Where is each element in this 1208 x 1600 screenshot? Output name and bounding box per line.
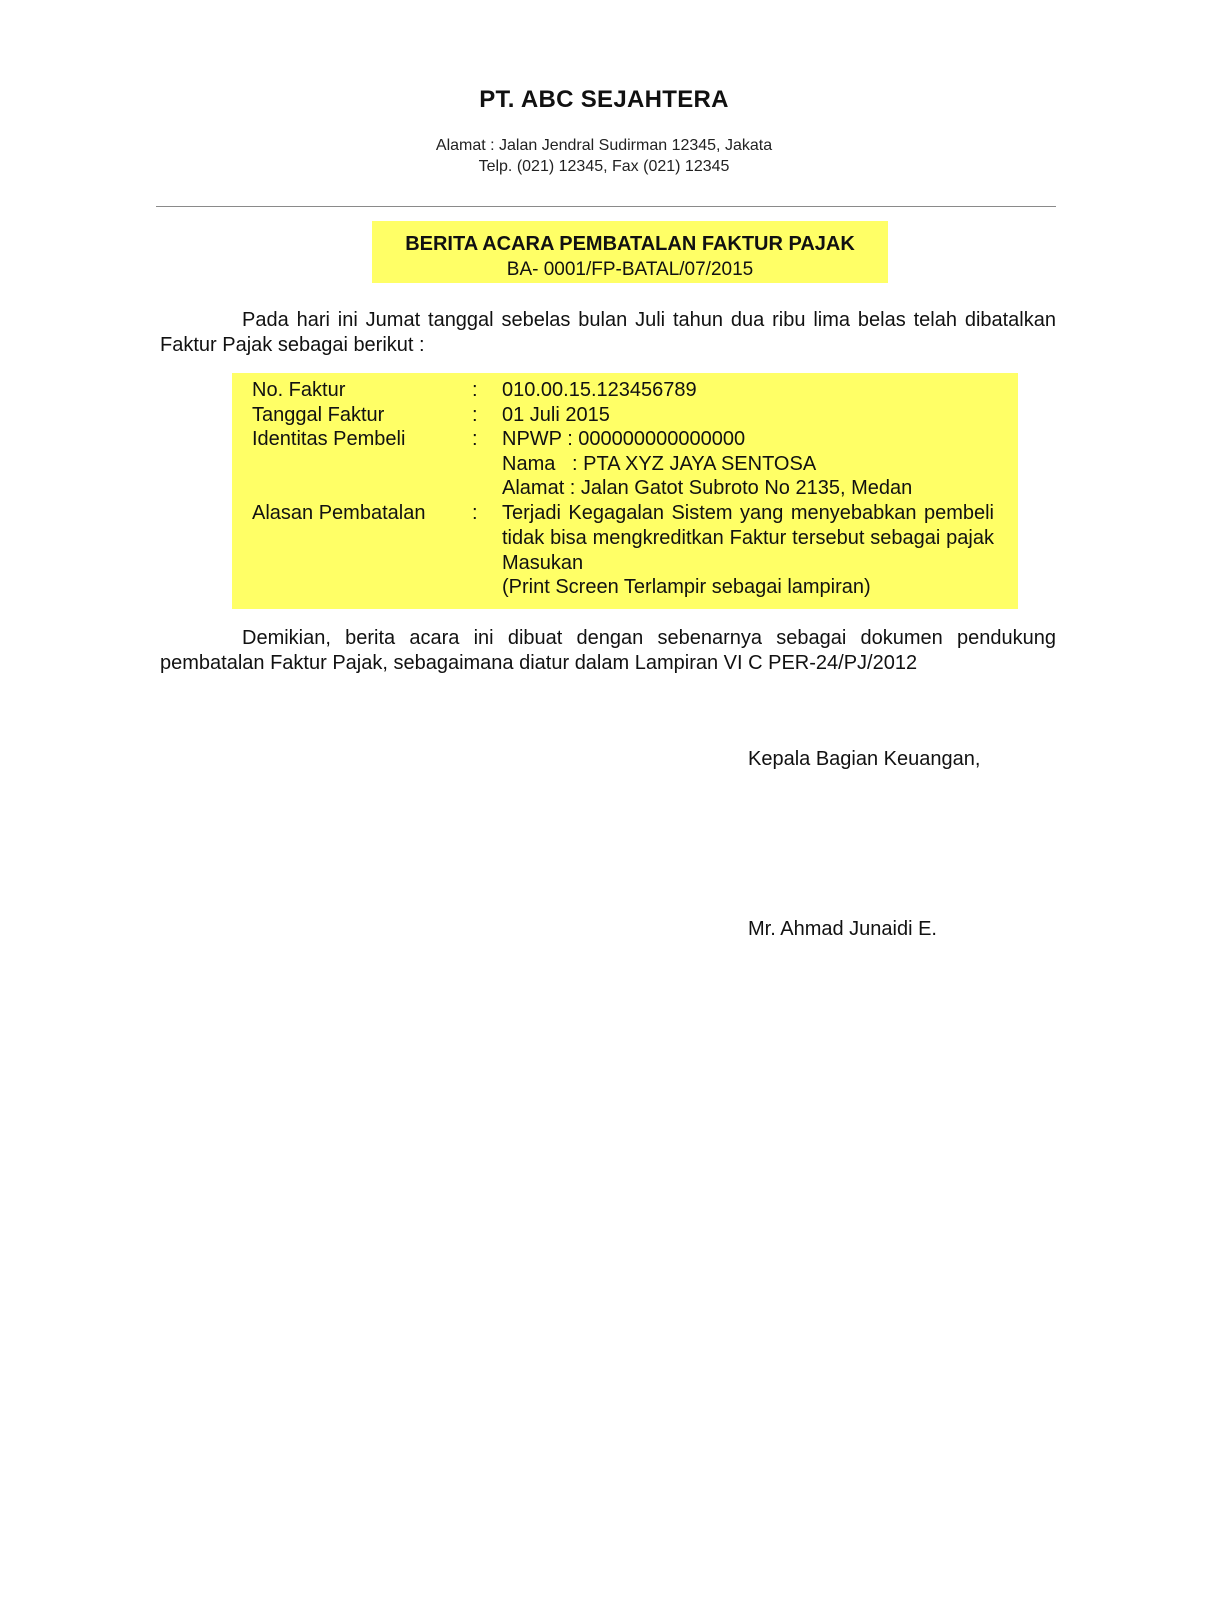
nama-pembeli-value: Nama : PTA XYZ JAYA SENTOSA <box>502 453 817 475</box>
header-divider <box>156 206 1056 207</box>
identitas-pembeli-colon: : <box>472 428 478 450</box>
intro-paragraph: Pada hari ini Jumat tanggal sebelas bulan Juli tahun dua ribu lima belas telah dibatalkan Faktur Pajak sebagai berikut : <box>160 309 1056 356</box>
alasan-pembatalan-note: (Print Screen Terlampir sebagai lampiran) <box>502 576 871 598</box>
document-title: BERITA ACARA PEMBATALAN FAKTUR PAJAK <box>405 233 855 255</box>
alasan-pembatalan-colon: : <box>472 502 478 524</box>
no-faktur-label: No. Faktur <box>252 379 346 401</box>
closing-paragraph: Demikian, berita acara ini dibuat dengan sebenarnya sebagai dokumen pendukung pembatalan Faktur Pajak, sebagaimana diatur dalam Lampiran VI C PER-24/PJ/2012 <box>160 627 1056 674</box>
no-faktur-colon: : <box>472 379 478 401</box>
no-faktur-value: 010.00.15.123456789 <box>502 379 697 401</box>
identitas-pembeli-label: Identitas Pembeli <box>252 428 406 450</box>
tanggal-faktur-label: Tanggal Faktur <box>252 404 385 426</box>
company-phone-fax: Telp. (021) 12345, Fax (021) 12345 <box>478 158 730 175</box>
signer-position: Kepala Bagian Keuangan, <box>748 748 981 770</box>
company-name: PT. ABC SEJAHTERA <box>479 86 729 113</box>
signer-name: Mr. Ahmad Junaidi E. <box>748 918 937 940</box>
alamat-pembeli-value: Alamat : Jalan Gatot Subroto No 2135, Medan <box>502 477 913 499</box>
alasan-pembatalan-label: Alasan Pembatalan <box>252 502 426 524</box>
alasan-pembatalan-value: Terjadi Kegagalan Sistem yang menyebabkan pembeli tidak bisa mengkreditkan Faktur tersebut sebagai pajak Masukan <box>502 502 994 574</box>
tanggal-faktur-colon: : <box>472 404 478 426</box>
tanggal-faktur-value: 01 Juli 2015 <box>502 404 610 426</box>
document-number: BA- 0001/FP-BATAL/07/2015 <box>506 259 754 280</box>
npwp-value: NPWP : 000000000000000 <box>502 428 746 450</box>
company-address: Alamat : Jalan Jendral Sudirman 12345, Jakata <box>435 137 773 154</box>
